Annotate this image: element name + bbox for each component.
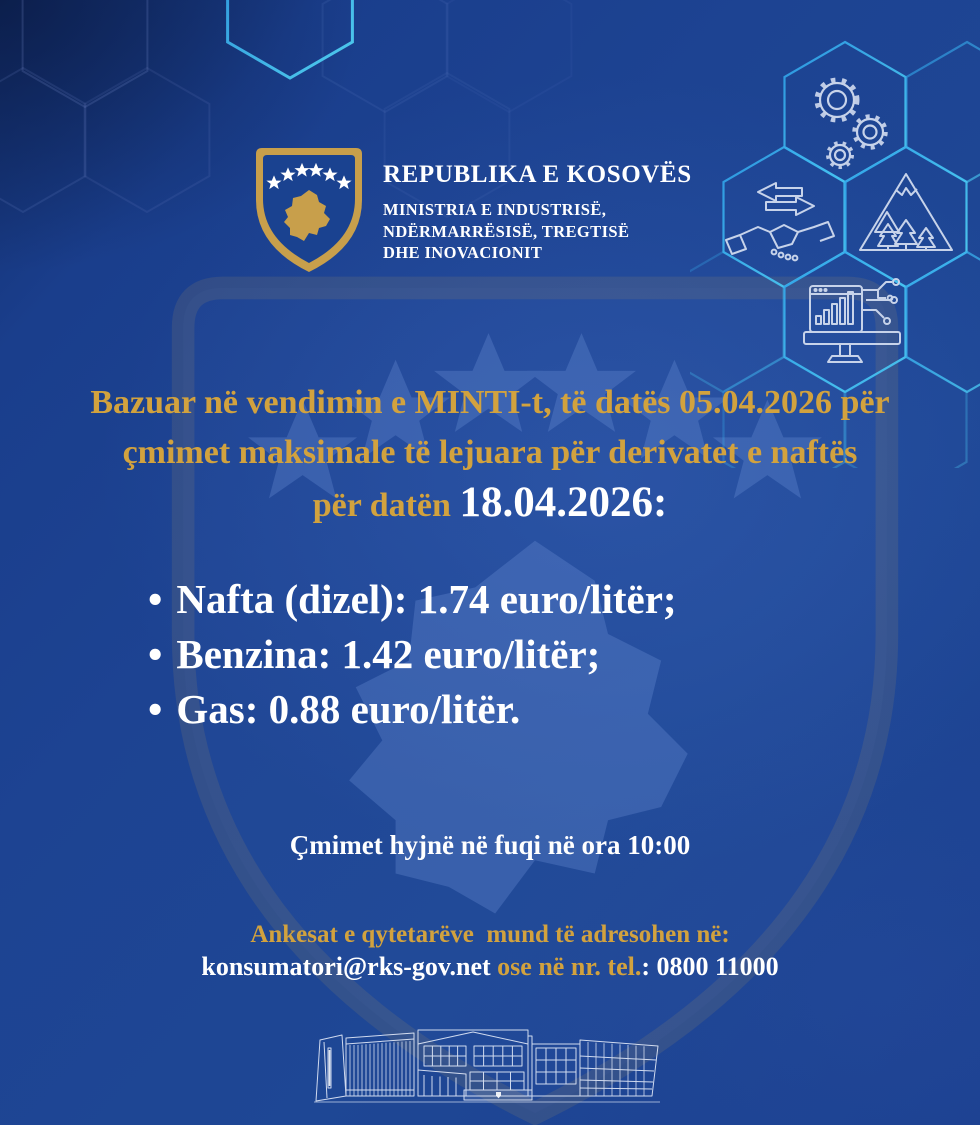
bullet: •	[148, 576, 163, 622]
price-text: Gas: 0.88 euro/litër.	[176, 686, 521, 732]
price-text: Nafta (dizel): 1.74 euro/litër;	[176, 576, 677, 622]
decision-heading	[0, 378, 980, 531]
gears-icon	[817, 80, 886, 167]
ministry-name	[383, 199, 692, 264]
hexagon-gears	[785, 42, 906, 182]
decision-date: 18.04.2026:	[459, 479, 668, 526]
hexagon-empty	[907, 252, 980, 392]
complaints-intro: Ankesat e qytetarëve mund të adresohen në:	[250, 921, 730, 948]
monitor-analytics-icon	[804, 279, 900, 362]
hexagon-trade	[724, 147, 845, 287]
kosovo-coat-of-arms-icon	[248, 142, 370, 278]
bright-hexagon-outline	[222, 0, 358, 82]
header	[383, 160, 692, 264]
bullet: •	[148, 686, 163, 732]
hexagon-nature	[846, 147, 967, 287]
handshake-trade-icon	[726, 183, 834, 260]
price-item-benzina	[148, 627, 677, 682]
price-item-nafta	[148, 572, 677, 627]
decision-line-1: Bazuar në vendimin e MINTI-t, të datës 05.04.2026 për	[90, 384, 890, 421]
decision-line-3	[0, 478, 980, 531]
price-item-gas	[148, 682, 677, 737]
decision-date-prefix: për datën	[312, 487, 451, 524]
bullet: •	[148, 631, 163, 677]
contact-tel-number: : 0800 11000	[641, 952, 779, 981]
contact-email: konsumatori@rks-gov.net	[201, 952, 491, 981]
contact-tel-label: ose në nr. tel.	[490, 952, 642, 981]
building-window-slit	[329, 1050, 331, 1086]
price-text: Benzina: 1.42 euro/litër;	[176, 631, 601, 677]
ministry-line: NDËRMARRËSISË, TREGTISË	[383, 221, 630, 241]
mountain-forest-icon	[860, 174, 952, 251]
ministry-line: MINISTRIA E INDUSTRISË,	[383, 200, 607, 219]
contact-line	[0, 952, 980, 982]
fuel-price-list	[148, 572, 677, 737]
effective-time-note: Çmimet hyjnë në fuqi në ora 10:00	[289, 830, 691, 860]
ministry-building-lineart-icon	[312, 1022, 668, 1110]
ministry-line: DHE INOVACIONIT	[383, 243, 543, 262]
decision-line-2: çmimet maksimale të lejuara për derivatet e naftës	[122, 434, 858, 471]
republic-title: REPUBLIKA E KOSOVËS	[383, 161, 692, 188]
